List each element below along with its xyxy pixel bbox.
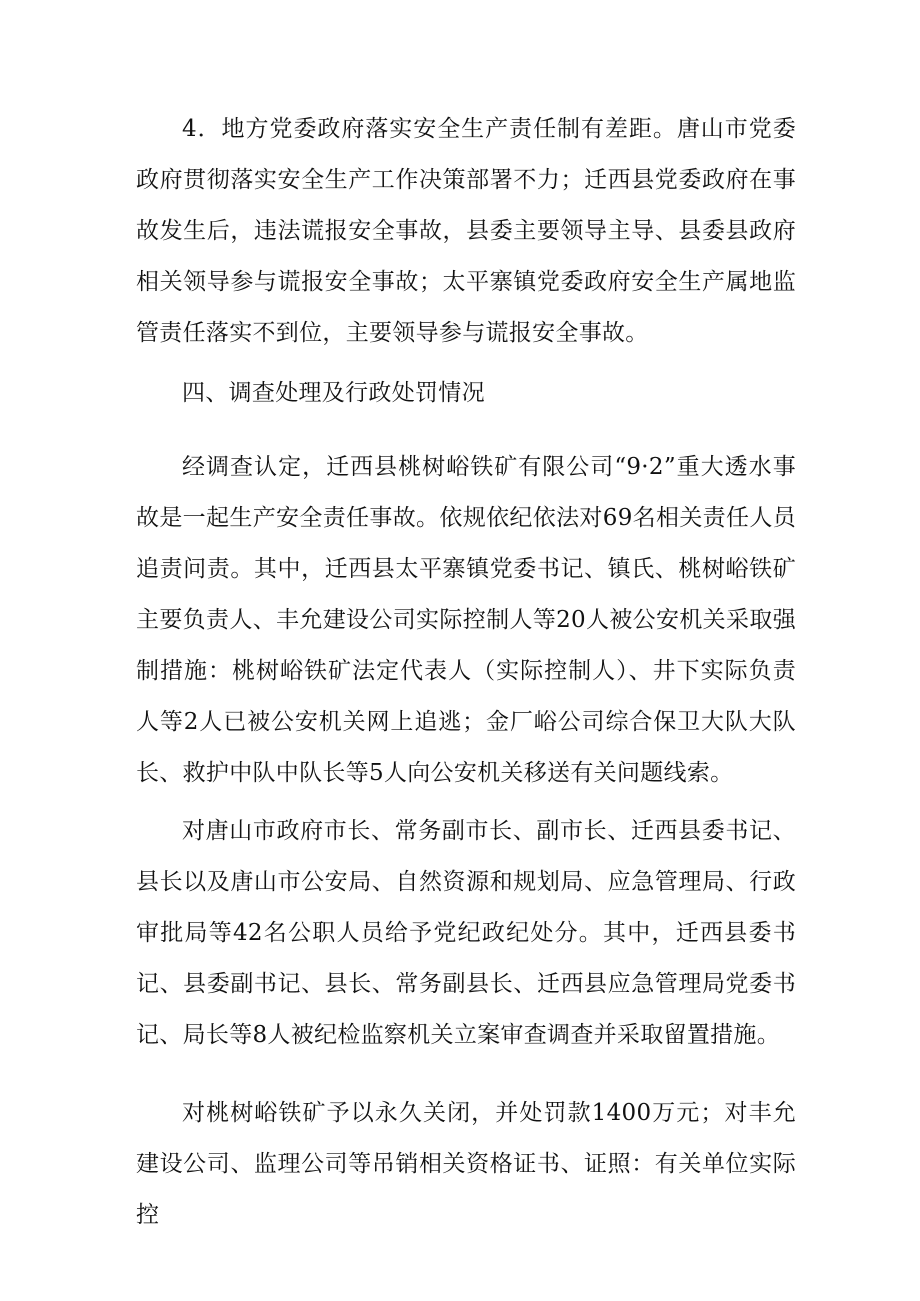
paragraph-accident-determination: 经调查认定，迁西县桃树峪铁矿有限公司“9·2”重大透水事故是一起生产安全责任事故。依规依纪依法对69名相关责任人员追责问责。其中，迁西县太平寨镇党委书记、镇氏、桃树峪铁矿主要负责人、丰允建设公司实际控制人等20人被公安机关采取强制措施：桃树峪铁矿法定代表人（实际控制人）、井下实际负责人等2人已被公安机关网上追逃；金厂峪公司综合保卫大队大队长、救护中队中队长等5人向公安机关移送有关问题线索。	[136, 454, 796, 786]
paragraph-disciplinary-sanctions: 对唐山市政府市长、常务副市长、副市长、迁西县委书记、县长以及唐山市公安局、自然资源和规划局、应急管理局、行政审批局等42名公职人员给予党纪政纪处分。其中，迁西县委书记、县委副书记、县长、常务副县长、迁西县应急管理局党委书记、局长等8人被纪检监察机关立案审查调查并采取留置措施。	[136, 818, 796, 1048]
paragraph-local-party-responsibility: 4．地方党委政府落实安全生产责任制有差距。唐山市党委政府贯彻落实安全生产工作决策部署不力；迁西县党委政府在事故发生后，违法谎报安全事故，县委主要领导主导、县委县政府相关领导参与谎报安全事故；太平寨镇党委政府安全生产属地监管责任落实不到位，主要领导参与谎报安全事故。	[136, 116, 796, 346]
paragraph-administrative-penalties: 对桃树峪铁矿予以永久关闭，并处罚款1400万元；对丰允建设公司、监理公司等吊销相关资格证书、证照：有关单位实际控	[136, 1100, 796, 1228]
section-heading-investigation-penalties: 四、调查处理及行政处罚情况	[182, 380, 485, 406]
